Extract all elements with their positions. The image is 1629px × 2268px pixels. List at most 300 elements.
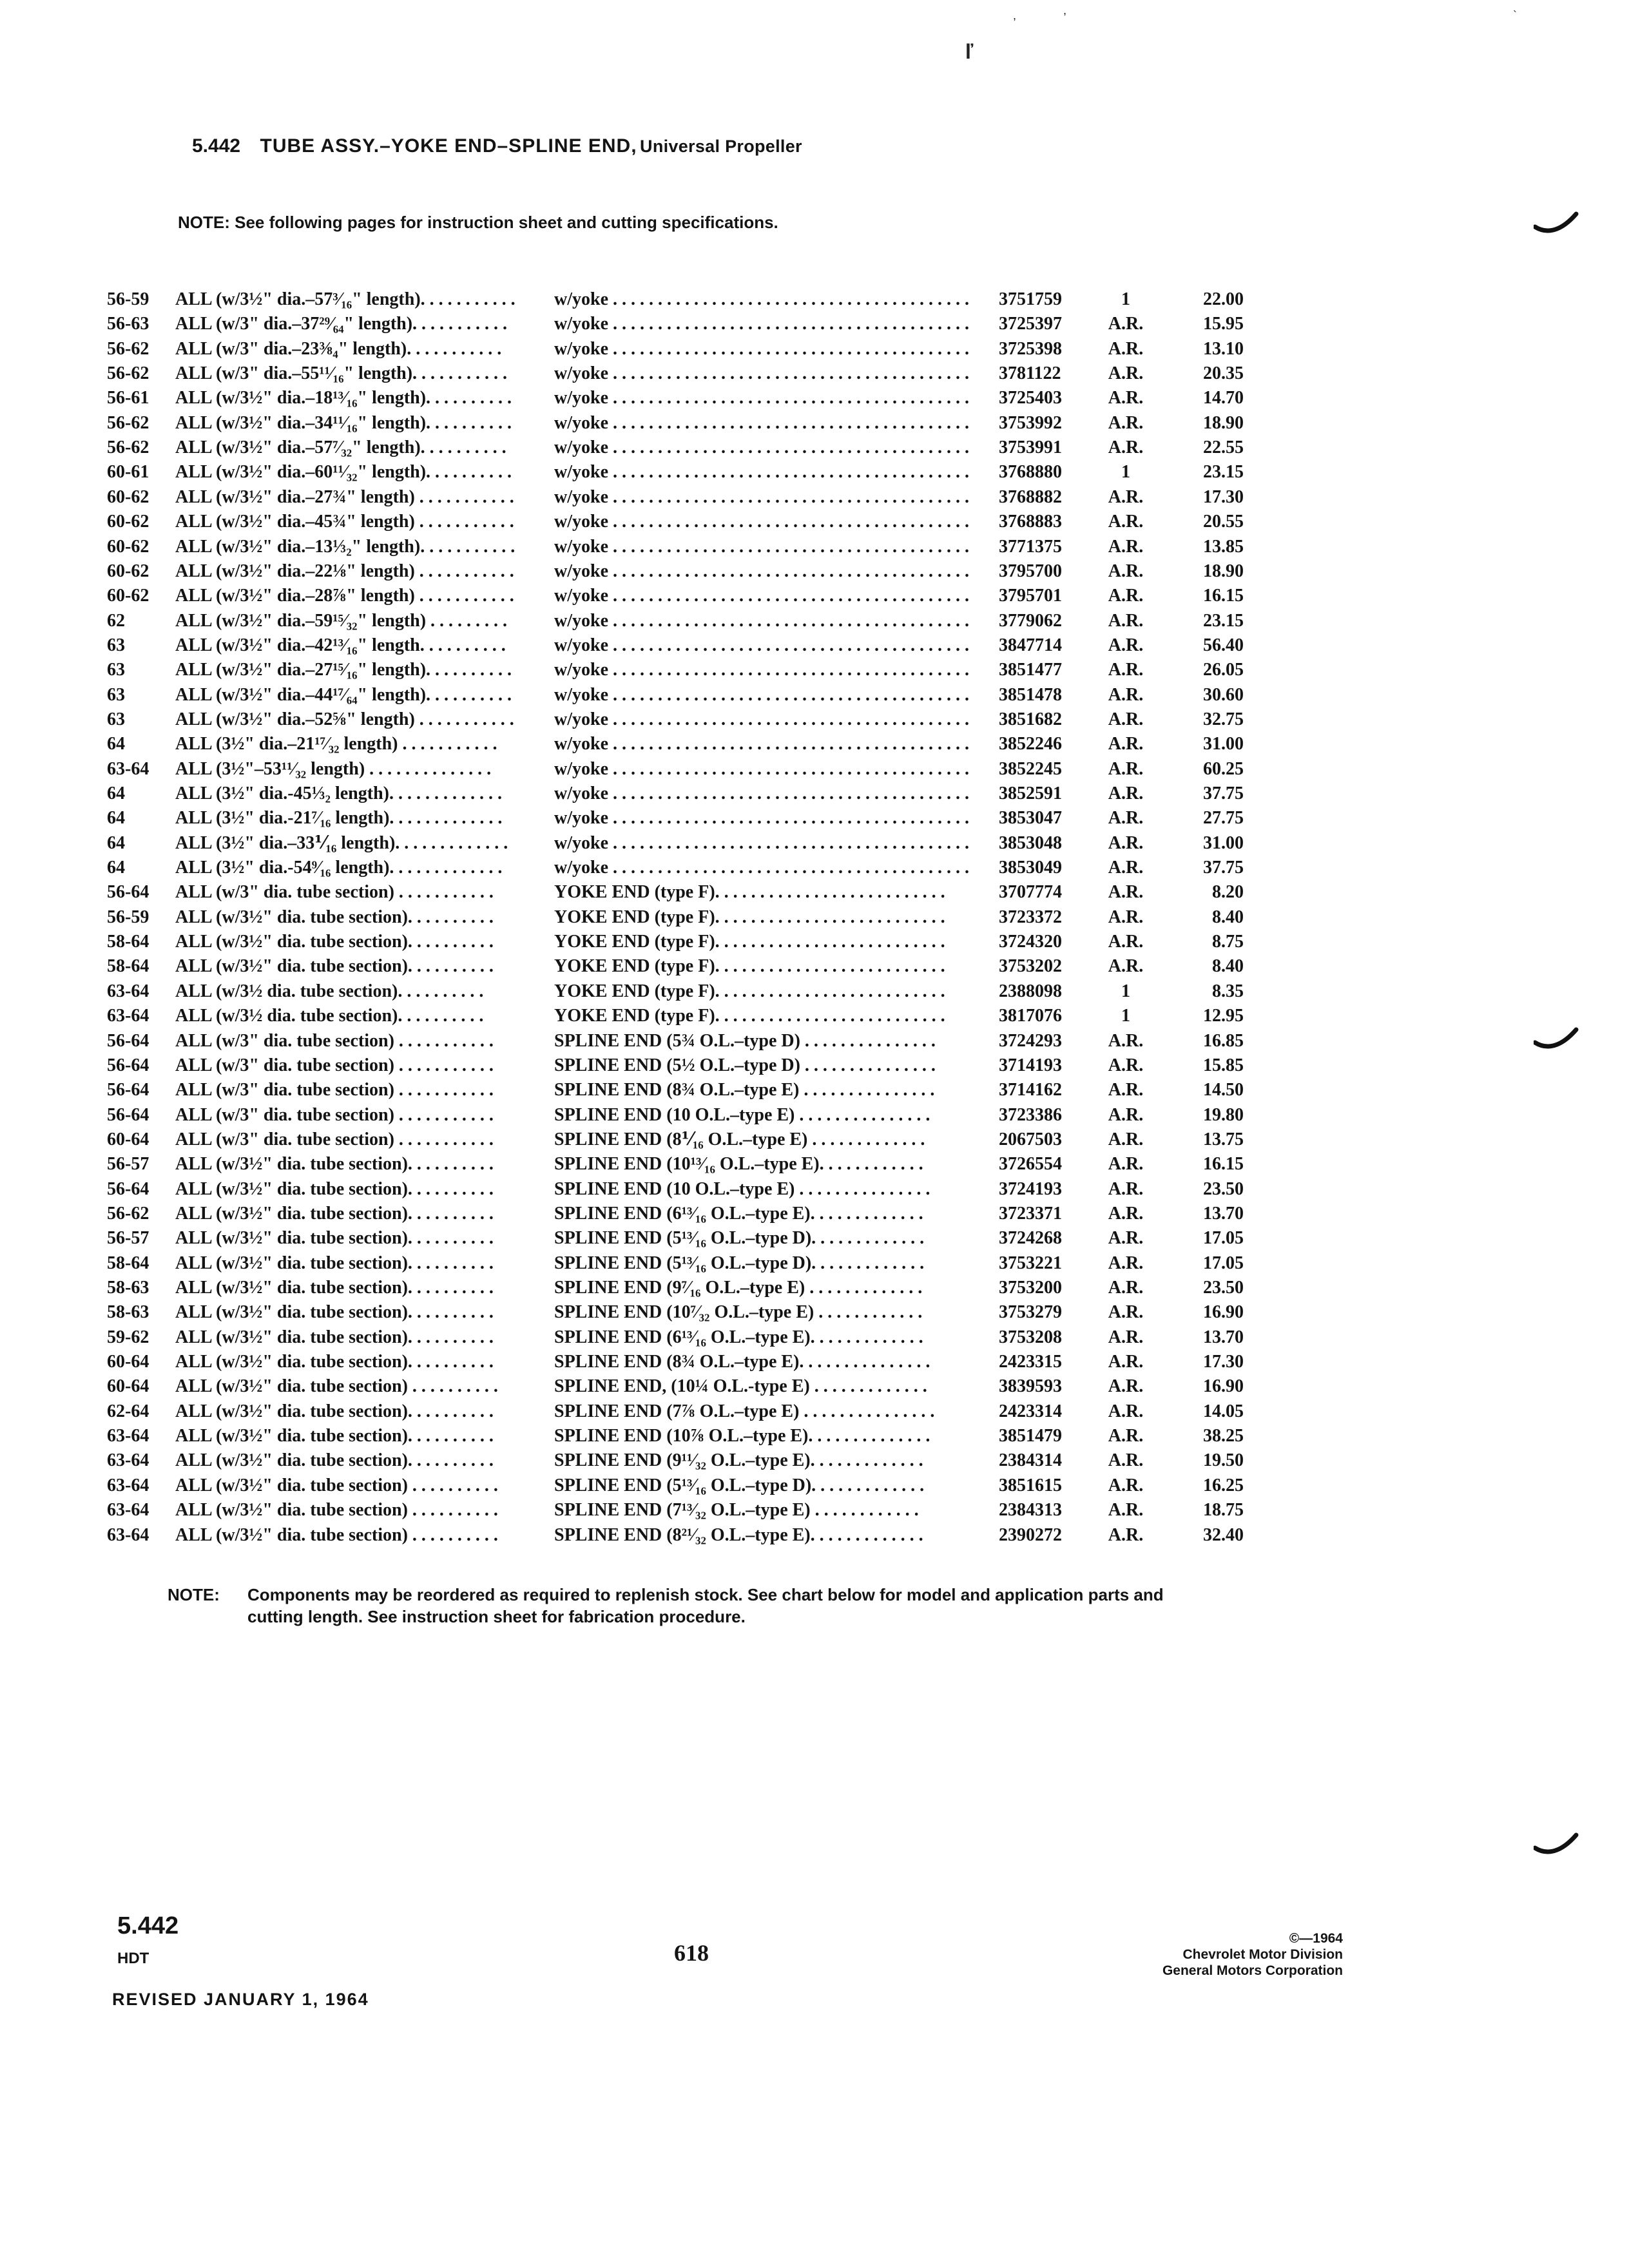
price: 19.50 <box>1203 1450 1244 1470</box>
application-description: ALL (w/3½" dia.–27¾" length) . . . . . . . . . . . <box>175 487 514 507</box>
model-year: 56-64 <box>107 1080 149 1100</box>
quantity: A.R. <box>1108 1352 1144 1372</box>
application-description: ALL (w/3" dia. tube section) . . . . . . . . . . . <box>175 882 494 902</box>
part-number: 2423314 <box>999 1401 1062 1421</box>
quantity: A.R. <box>1108 1500 1144 1520</box>
application-description: ALL (w/3½ dia. tube section). . . . . . . . . . <box>175 1006 484 1026</box>
table-row <box>0 386 1629 410</box>
table-row <box>0 880 1629 905</box>
part-name: w/yoke . . . . . . . . . . . . . . . . . . . . . . . . . . . . . . . . . . . . . . . . <box>554 537 969 557</box>
price: 14.70 <box>1203 388 1244 408</box>
price: 20.35 <box>1203 363 1244 383</box>
table-row <box>0 1177 1629 1202</box>
page-header <box>192 135 802 157</box>
application-description: ALL (w/3½" dia. tube section). . . . . . . . . . <box>175 956 494 976</box>
part-number: 3851479 <box>999 1426 1062 1446</box>
price: 23.15 <box>1203 611 1244 631</box>
part-number: 3851477 <box>999 660 1062 680</box>
table-row <box>0 707 1629 732</box>
quantity: A.R. <box>1108 1525 1144 1545</box>
quantity: 1 <box>1121 981 1130 1001</box>
application-description: ALL (w/3" dia. tube section) . . . . . . . . . . . <box>175 1055 494 1075</box>
price: 31.00 <box>1203 734 1244 754</box>
application-description: ALL (w/3½" dia. tube section). . . . . . . . . . <box>175 932 494 952</box>
price: 16.90 <box>1203 1302 1244 1322</box>
note-label: NOTE: <box>168 1585 220 1604</box>
part-name: w/yoke . . . . . . . . . . . . . . . . . . . . . . . . . . . . . . . . . . . . . . . . <box>554 487 969 507</box>
price: 18.90 <box>1203 413 1244 433</box>
table-row <box>0 535 1629 559</box>
table-row <box>0 633 1629 658</box>
price: 14.05 <box>1203 1401 1244 1421</box>
model-year: 60-62 <box>107 561 149 581</box>
application-description: ALL (w/3½" dia.–18¹³⁄₁₆" length). . . . . . . . . . <box>175 388 512 408</box>
quantity: A.R. <box>1108 586 1144 606</box>
price: 8.40 <box>1212 956 1244 976</box>
application-description: ALL (w/3½" dia. tube section) . . . . . . . . . . <box>175 1475 498 1495</box>
price: 32.40 <box>1203 1525 1244 1545</box>
quantity: A.R. <box>1108 932 1144 952</box>
price: 8.20 <box>1212 882 1244 902</box>
part-number: 3781122 <box>999 363 1061 383</box>
part-number: 3817076 <box>999 1006 1062 1026</box>
part-number: 3847714 <box>999 635 1062 655</box>
part-name: w/yoke . . . . . . . . . . . . . . . . . . . . . . . . . . . . . . . . . . . . . . . . <box>554 339 969 359</box>
model-year: 56-61 <box>107 388 149 408</box>
table-row <box>0 1276 1629 1300</box>
model-year: 56-62 <box>107 339 149 359</box>
model-year: 60-64 <box>107 1352 149 1372</box>
part-number: 3724193 <box>999 1179 1062 1199</box>
scan-speck: , <box>1013 9 1017 22</box>
application-description: ALL (w/3½" dia. tube section). . . . . . . . . . <box>175 907 494 927</box>
model-year: 62-64 <box>107 1401 149 1421</box>
part-number: 3851478 <box>999 685 1062 705</box>
model-year: 64 <box>107 833 125 853</box>
model-year: 58-64 <box>107 956 149 976</box>
price: 8.35 <box>1212 981 1244 1001</box>
application-description: ALL (w/3½" dia. tube section). . . . . . . . . . <box>175 1278 494 1298</box>
model-year: 64 <box>107 858 125 878</box>
part-number: 2384313 <box>999 1500 1062 1520</box>
quantity: A.R. <box>1108 487 1144 507</box>
price: 30.60 <box>1203 685 1244 705</box>
price: 32.75 <box>1203 709 1244 729</box>
quantity: A.R. <box>1108 314 1144 334</box>
model-year: 56-59 <box>107 907 149 927</box>
model-year: 59-62 <box>107 1327 149 1347</box>
part-number: 3725398 <box>999 339 1062 359</box>
part-number: 3853047 <box>999 808 1062 828</box>
price: 13.75 <box>1203 1129 1244 1149</box>
table-row <box>0 683 1629 707</box>
part-number: 3753279 <box>999 1302 1062 1322</box>
copyright-year: ©—1964 <box>1289 1931 1343 1946</box>
quantity: A.R. <box>1108 1055 1144 1075</box>
part-number: 2390272 <box>999 1525 1062 1545</box>
model-year: 60-64 <box>107 1129 149 1149</box>
model-year: 63-64 <box>107 1475 149 1495</box>
model-year: 64 <box>107 808 125 828</box>
part-number: 3853048 <box>999 833 1062 853</box>
part-number: 3779062 <box>999 611 1062 631</box>
part-number: 3771375 <box>999 537 1062 557</box>
application-description: ALL (3½" dia.–33⅟₁₆ length). . . . . . . . . . . . . <box>175 833 508 853</box>
price: 23.50 <box>1203 1179 1244 1199</box>
division-name: Chevrolet Motor Division <box>1182 1947 1343 1962</box>
price: 18.90 <box>1203 561 1244 581</box>
application-description: ALL (w/3½" dia. tube section). . . . . . . . . . <box>175 1302 494 1322</box>
model-year: 56-64 <box>107 1179 149 1199</box>
part-number: 3724293 <box>999 1031 1062 1051</box>
part-name: w/yoke . . . . . . . . . . . . . . . . . . . . . . . . . . . . . . . . . . . . . . . . <box>554 858 969 878</box>
part-number: 2384314 <box>999 1450 1062 1470</box>
table-row <box>0 485 1629 510</box>
quantity: A.R. <box>1108 537 1144 557</box>
note-text: Components may be reordered as required to replenish stock. See chart below for model and application parts and cutting length. See instruction sheet for fabrication procedure. <box>247 1585 1164 1626</box>
model-year: 56-62 <box>107 1204 149 1224</box>
part-name: SPLINE END (5¹³⁄₁₆ O.L.–type D). . . . . . . . . . . . . <box>554 1475 925 1495</box>
table-row <box>0 954 1629 979</box>
model-year: 63-64 <box>107 1525 149 1545</box>
price: 16.25 <box>1203 1475 1244 1495</box>
part-name: SPLINE END (5½ O.L.–type D) . . . . . . . . . . . . . . . <box>554 1055 936 1075</box>
model-year: 63 <box>107 685 125 705</box>
part-name: YOKE END (type F). . . . . . . . . . . . . . . . . . . . . . . . . . <box>554 1006 945 1026</box>
quantity: A.R. <box>1108 1105 1144 1125</box>
application-description: ALL (w/3½" dia. tube section). . . . . . . . . . <box>175 1154 494 1174</box>
model-year: 56-64 <box>107 1105 149 1125</box>
price: 18.75 <box>1203 1500 1244 1520</box>
price: 56.40 <box>1203 635 1244 655</box>
quantity: A.R. <box>1108 882 1144 902</box>
part-number: 3852591 <box>999 783 1062 803</box>
part-number: 3724320 <box>999 932 1062 952</box>
table-row <box>0 1498 1629 1523</box>
model-year: 56-64 <box>107 1055 149 1075</box>
quantity: A.R. <box>1108 660 1144 680</box>
part-number: 3707774 <box>999 882 1062 902</box>
price: 14.50 <box>1203 1080 1244 1100</box>
application-description: ALL (w/3½" dia. tube section). . . . . . . . . . <box>175 1450 494 1470</box>
part-name: w/yoke . . . . . . . . . . . . . . . . . . . . . . . . . . . . . . . . . . . . . . . . <box>554 437 969 457</box>
application-description: ALL (w/3" dia. tube section) . . . . . . . . . . . <box>175 1031 494 1051</box>
table-row <box>0 584 1629 608</box>
part-name: w/yoke . . . . . . . . . . . . . . . . . . . . . . . . . . . . . . . . . . . . . . . . <box>554 363 969 383</box>
quantity: A.R. <box>1108 1031 1144 1051</box>
section-number: 5.442 <box>192 135 241 157</box>
part-name: w/yoke . . . . . . . . . . . . . . . . . . . . . . . . . . . . . . . . . . . . . . . . <box>554 289 969 309</box>
table-row <box>0 1029 1629 1053</box>
application-description: ALL (w/3½" dia. tube section). . . . . . . . . . <box>175 1179 494 1199</box>
quantity: A.R. <box>1108 388 1144 408</box>
part-name: YOKE END (type F). . . . . . . . . . . . . . . . . . . . . . . . . . <box>554 907 945 927</box>
part-name: w/yoke . . . . . . . . . . . . . . . . . . . . . . . . . . . . . . . . . . . . . . . . <box>554 660 969 680</box>
price: 12.95 <box>1203 1006 1244 1026</box>
table-row <box>0 782 1629 806</box>
table-row <box>0 1424 1629 1448</box>
quantity: A.R. <box>1108 363 1144 383</box>
table-row <box>0 436 1629 460</box>
corporation-name: General Motors Corporation <box>1162 1963 1343 1978</box>
table-row <box>0 460 1629 485</box>
part-name: SPLINE END (10⅞ O.L.–type E). . . . . . . . . . . . . . <box>554 1426 930 1446</box>
part-name: w/yoke . . . . . . . . . . . . . . . . . . . . . . . . . . . . . . . . . . . . . . . . <box>554 635 969 655</box>
model-year: 58-64 <box>107 932 149 952</box>
model-year: 56-62 <box>107 437 149 457</box>
model-year: 63-64 <box>107 1426 149 1446</box>
part-name: w/yoke . . . . . . . . . . . . . . . . . . . . . . . . . . . . . . . . . . . . . . . . <box>554 314 969 334</box>
price: 13.10 <box>1203 339 1244 359</box>
application-description: ALL (w/3½" dia. tube section). . . . . . . . . . <box>175 1204 494 1224</box>
application-description: ALL (w/3½" dia.–34¹¹⁄₁₆" length). . . . . . . . . . <box>175 413 512 433</box>
application-description: ALL (w/3½" dia.–57³⁄₁₆" length). . . . . . . . . . . <box>175 289 516 309</box>
table-row <box>0 658 1629 682</box>
quantity: A.R. <box>1108 1278 1144 1298</box>
model-year: 60-62 <box>107 512 149 532</box>
model-year: 56-64 <box>107 1031 149 1051</box>
part-name: YOKE END (type F). . . . . . . . . . . . . . . . . . . . . . . . . . <box>554 981 945 1001</box>
quantity: 1 <box>1121 462 1130 482</box>
part-name: YOKE END (type F). . . . . . . . . . . . . . . . . . . . . . . . . . <box>554 956 945 976</box>
table-row <box>0 337 1629 361</box>
application-description: ALL (w/3½" dia. tube section) . . . . . . . . . . <box>175 1525 498 1545</box>
quantity: A.R. <box>1108 1154 1144 1174</box>
quantity: A.R. <box>1108 1302 1144 1322</box>
application-description: ALL (w/3" dia. tube section) . . . . . . . . . . . <box>175 1129 494 1149</box>
quantity: A.R. <box>1108 1401 1144 1421</box>
model-year: 58-63 <box>107 1278 149 1298</box>
quantity: A.R. <box>1108 759 1144 779</box>
table-row <box>0 287 1629 312</box>
application-description: ALL (w/3½" dia. tube section). . . . . . . . . . <box>175 1426 494 1446</box>
model-year: 63 <box>107 635 125 655</box>
note-top: NOTE: See following pages for instruction sheet and cutting specifications. <box>178 213 778 232</box>
part-number: 3768883 <box>999 512 1062 532</box>
quantity: A.R. <box>1108 1327 1144 1347</box>
part-name: YOKE END (type F). . . . . . . . . . . . . . . . . . . . . . . . . . <box>554 932 945 952</box>
application-description: ALL (3½"–53¹¹⁄₃₂ length) . . . . . . . . . . . . . . <box>175 759 492 779</box>
quantity: A.R. <box>1108 709 1144 729</box>
table-row <box>0 1128 1629 1152</box>
table-row <box>0 1053 1629 1078</box>
application-description: ALL (3½" dia.-54⁹⁄₁₆ length). . . . . . . . . . . . . <box>175 858 503 878</box>
model-year: 60-61 <box>107 462 149 482</box>
model-year: 62 <box>107 611 125 631</box>
part-name: SPLINE END (9¹¹⁄₃₂ O.L.–type E). . . . . . . . . . . . . <box>554 1450 923 1470</box>
quantity: A.R. <box>1108 1204 1144 1224</box>
table-row <box>0 806 1629 831</box>
application-description: ALL (w/3½" dia.–57⁷⁄₃₂" length). . . . . . . . . . <box>175 437 506 457</box>
part-number: 3726554 <box>999 1154 1062 1174</box>
quantity: A.R. <box>1108 413 1144 433</box>
part-name: w/yoke . . . . . . . . . . . . . . . . . . . . . . . . . . . . . . . . . . . . . . . . <box>554 734 969 754</box>
part-number: 3753208 <box>999 1327 1062 1347</box>
table-row <box>0 1350 1629 1374</box>
part-name: SPLINE END (5¾ O.L.–type D) . . . . . . . . . . . . . . . <box>554 1031 936 1051</box>
part-name: w/yoke . . . . . . . . . . . . . . . . . . . . . . . . . . . . . . . . . . . . . . . . <box>554 759 969 779</box>
quantity: A.R. <box>1108 561 1144 581</box>
quantity: A.R. <box>1108 783 1144 803</box>
part-name: SPLINE END (5¹³⁄₁₆ O.L.–type D). . . . . . . . . . . . . <box>554 1253 925 1273</box>
part-number: 3725403 <box>999 388 1062 408</box>
part-number: 2067503 <box>999 1129 1062 1149</box>
quantity: A.R. <box>1108 907 1144 927</box>
part-number: 3852245 <box>999 759 1062 779</box>
model-year: 63-64 <box>107 1500 149 1520</box>
table-row <box>0 979 1629 1004</box>
table-row <box>0 1251 1629 1276</box>
application-description: ALL (w/3½" dia.–45¾" length) . . . . . . . . . . . <box>175 512 514 532</box>
table-row <box>0 1004 1629 1028</box>
table-row <box>0 1374 1629 1399</box>
model-year: 64 <box>107 783 125 803</box>
quantity: 1 <box>1121 289 1130 309</box>
application-description: ALL (w/3½" dia. tube section). . . . . . . . . . <box>175 1352 494 1372</box>
table-row <box>0 1202 1629 1226</box>
price: 19.80 <box>1203 1105 1244 1125</box>
table-row <box>0 1474 1629 1498</box>
part-name: YOKE END (type F). . . . . . . . . . . . . . . . . . . . . . . . . . <box>554 882 945 902</box>
quantity: A.R. <box>1108 1080 1144 1100</box>
part-number: 3753221 <box>999 1253 1062 1273</box>
quantity: A.R. <box>1108 1179 1144 1199</box>
model-year: 58-64 <box>107 1253 149 1273</box>
price: 17.05 <box>1203 1228 1244 1248</box>
price: 16.85 <box>1203 1031 1244 1051</box>
table-row <box>0 1152 1629 1177</box>
price: 13.85 <box>1203 537 1244 557</box>
check-mark-icon <box>1534 210 1579 236</box>
quantity: A.R. <box>1108 339 1144 359</box>
model-year: 64 <box>107 734 125 754</box>
model-year: 60-62 <box>107 487 149 507</box>
model-year: 56-57 <box>107 1154 149 1174</box>
price: 38.25 <box>1203 1426 1244 1446</box>
quantity: A.R. <box>1108 833 1144 853</box>
price: 31.00 <box>1203 833 1244 853</box>
quantity: A.R. <box>1108 734 1144 754</box>
part-name: w/yoke . . . . . . . . . . . . . . . . . . . . . . . . . . . . . . . . . . . . . . . . <box>554 808 969 828</box>
part-number: 3723371 <box>999 1204 1062 1224</box>
footer-copyright <box>1089 1930 1343 1979</box>
footer-section: 5.442 <box>117 1912 179 1939</box>
application-description: ALL (w/3½" dia.–13⅓₂" length). . . . . . . . . . . <box>175 537 516 557</box>
part-number: 3753992 <box>999 413 1062 433</box>
price: 17.30 <box>1203 1352 1244 1372</box>
part-name: w/yoke . . . . . . . . . . . . . . . . . . . . . . . . . . . . . . . . . . . . . . . . <box>554 413 969 433</box>
table-row <box>0 1226 1629 1251</box>
table-row <box>0 1078 1629 1102</box>
part-number: 3768880 <box>999 462 1062 482</box>
table-row <box>0 856 1629 880</box>
part-name: w/yoke . . . . . . . . . . . . . . . . . . . . . . . . . . . . . . . . . . . . . . . . <box>554 783 969 803</box>
table-row <box>0 757 1629 782</box>
quantity: A.R. <box>1108 611 1144 631</box>
footer-code: HDT <box>117 1950 149 1967</box>
application-description: ALL (w/3" dia. tube section) . . . . . . . . . . . <box>175 1080 494 1100</box>
page-title: TUBE ASSY.–YOKE END–SPLINE END, <box>260 135 637 157</box>
part-number: 3723386 <box>999 1105 1062 1125</box>
price: 23.15 <box>1203 462 1244 482</box>
part-number: 3714193 <box>999 1055 1062 1075</box>
application-description: ALL (3½" dia.-45⅓₂ length). . . . . . . . . . . . . <box>175 783 502 803</box>
part-number: 3795701 <box>999 586 1062 606</box>
part-name: w/yoke . . . . . . . . . . . . . . . . . . . . . . . . . . . . . . . . . . . . . . . . <box>554 586 969 606</box>
price: 8.75 <box>1212 932 1244 952</box>
price: 8.40 <box>1212 907 1244 927</box>
part-name: w/yoke . . . . . . . . . . . . . . . . . . . . . . . . . . . . . . . . . . . . . . . . <box>554 611 969 631</box>
part-name: w/yoke . . . . . . . . . . . . . . . . . . . . . . . . . . . . . . . . . . . . . . . . <box>554 833 969 853</box>
quantity: A.R. <box>1108 1228 1144 1248</box>
part-name: SPLINE END (10¹³⁄₁₆ O.L.–type E). . . . . . . . . . . . <box>554 1154 923 1174</box>
price: 27.75 <box>1203 808 1244 828</box>
model-year: 56-59 <box>107 289 149 309</box>
table-row <box>0 732 1629 756</box>
part-number: 3768882 <box>999 487 1062 507</box>
footer-revised: REVISED JANUARY 1, 1964 <box>112 1990 369 2009</box>
application-description: ALL (w/3" dia.–37²⁹⁄₆₄" length). . . . . . . . . . . <box>175 314 508 334</box>
quantity: A.R. <box>1108 858 1144 878</box>
quantity: A.R. <box>1108 956 1144 976</box>
part-number: 3851615 <box>999 1475 1062 1495</box>
application-description: ALL (w/3½ dia. tube section). . . . . . . . . . <box>175 981 484 1001</box>
part-number: 3853049 <box>999 858 1062 878</box>
part-name: w/yoke . . . . . . . . . . . . . . . . . . . . . . . . . . . . . . . . . . . . . . . . <box>554 561 969 581</box>
price: 22.00 <box>1203 289 1244 309</box>
table-row <box>0 312 1629 336</box>
model-year: 60-62 <box>107 537 149 557</box>
model-year: 63-64 <box>107 1006 149 1026</box>
table-row <box>0 1300 1629 1325</box>
application-description: ALL (w/3½" dia. tube section) . . . . . . . . . . <box>175 1500 498 1520</box>
table-row <box>0 930 1629 954</box>
price: 22.55 <box>1203 437 1244 457</box>
part-number: 3852246 <box>999 734 1062 754</box>
price: 15.85 <box>1203 1055 1244 1075</box>
application-description: ALL (w/3½" dia. tube section). . . . . . . . . . <box>175 1228 494 1248</box>
part-number: 3839593 <box>999 1376 1062 1396</box>
table-row <box>0 905 1629 930</box>
model-year: 60-62 <box>107 586 149 606</box>
part-number: 3724268 <box>999 1228 1062 1248</box>
table-row <box>0 361 1629 386</box>
check-mark-icon <box>1534 1026 1579 1052</box>
part-name: SPLINE END (8⅟₁₆ O.L.–type E) . . . . . . . . . . . . . <box>554 1129 925 1149</box>
application-description: ALL (3½" dia.-21⁷⁄₁₆ length). . . . . . . . . . . . . <box>175 808 503 828</box>
quantity: A.R. <box>1108 1253 1144 1273</box>
application-description: ALL (w/3½" dia.–42¹³⁄₁₆" length. . . . . . . . . . <box>175 635 506 655</box>
price: 17.30 <box>1203 487 1244 507</box>
model-year: 60-64 <box>107 1376 149 1396</box>
part-name: w/yoke . . . . . . . . . . . . . . . . . . . . . . . . . . . . . . . . . . . . . . . . <box>554 388 969 408</box>
quantity: 1 <box>1121 1006 1130 1026</box>
application-description: ALL (w/3" dia.–23⅜₄" length). . . . . . . . . . . <box>175 339 502 359</box>
part-name: SPLINE END (7⅞ O.L.–type E) . . . . . . . . . . . . . . . <box>554 1401 935 1421</box>
application-description: ALL (w/3½" dia.–22⅛" length) . . . . . . . . . . . <box>175 561 514 581</box>
table-row <box>0 1448 1629 1473</box>
quantity: A.R. <box>1108 1426 1144 1446</box>
price: 37.75 <box>1203 858 1244 878</box>
page-number: 618 <box>674 1940 709 1966</box>
quantity: A.R. <box>1108 635 1144 655</box>
application-description: ALL (w/3½" dia. tube section). . . . . . . . . . <box>175 1327 494 1347</box>
part-name: SPLINE END (6¹³⁄₁₆ O.L.–type E). . . . . . . . . . . . . <box>554 1327 923 1347</box>
application-description: ALL (w/3½" dia.–28⅞" length) . . . . . . . . . . . <box>175 586 514 606</box>
part-name: w/yoke . . . . . . . . . . . . . . . . . . . . . . . . . . . . . . . . . . . . . . . . <box>554 685 969 705</box>
quantity: A.R. <box>1108 1129 1144 1149</box>
price: 15.95 <box>1203 314 1244 334</box>
